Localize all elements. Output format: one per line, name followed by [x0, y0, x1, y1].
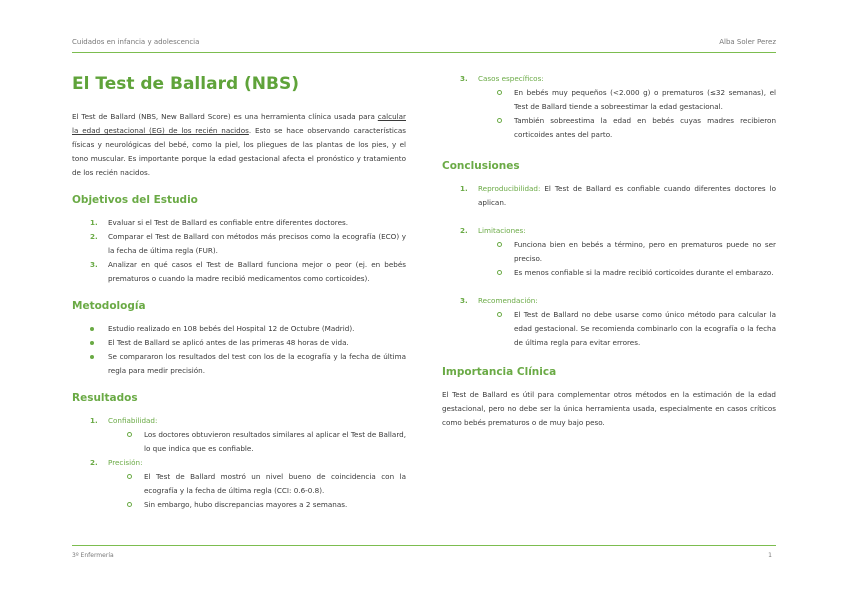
- conclusiones-heading: Conclusiones: [442, 160, 520, 172]
- intro-underlined: calcular la edad gestacional (EG) de los recién nacidos: [72, 112, 406, 135]
- header-right: Alba Soler Perez: [719, 38, 776, 46]
- list-item: [72, 456, 406, 512]
- page-number: 1: [768, 552, 772, 559]
- importancia-heading: Importancia Clínica: [442, 366, 557, 378]
- circle-bullet-icon: [497, 90, 502, 95]
- list-item: [442, 224, 776, 280]
- bullet-icon: [90, 355, 94, 359]
- list-item: [442, 294, 776, 350]
- item-text: Analizar en qué casos el Test de Ballard funciona mejor o peor (ej. en bebés prematuros o cuando la madre recibió medicamentos como corticoides).: [108, 260, 406, 283]
- list-item: [442, 72, 776, 142]
- sub-item: [478, 238, 776, 266]
- list-item: [442, 182, 776, 210]
- sub-text: En bebés muy pequeños (<2.000 g) o prematuros (≤32 semanas), el Test de Ballard tiende a sobreestimar la edad gestacional.: [514, 88, 776, 111]
- sub-item: [478, 114, 776, 142]
- sub-item: [478, 86, 776, 114]
- circle-bullet-icon: [127, 432, 132, 437]
- list-item: [72, 322, 406, 336]
- item-number: 1.: [90, 416, 98, 425]
- importancia-paragraph: El Test de Ballard es útil para complementar otros métodos en la estimación de la edad gestacional, pero no debe ser la única herramienta usada, especialmente en casos críticos como bebés prematuros o de muy bajo peso.: [442, 390, 776, 427]
- left-column: [72, 72, 406, 512]
- resultados-list-continued: [442, 72, 776, 142]
- item-label: Precisión:: [108, 458, 143, 467]
- sub-text: El Test de Ballard no debe usarse como único método para calcular la edad gestacional. Se recomienda combinarlo con la ecografía o la fecha de última regla para evitar errores.: [514, 310, 776, 347]
- item-number: 1.: [460, 184, 468, 193]
- header-left: Cuidados en infancia y adolescencia: [72, 38, 200, 46]
- list-item: [72, 258, 406, 286]
- list-item: [72, 414, 406, 456]
- item-number: 2.: [460, 226, 468, 235]
- item-text: El Test de Ballard es confiable cuando diferentes doctores lo aplican.: [478, 184, 776, 207]
- item-number: 3.: [460, 74, 468, 83]
- item-label: Reproducibilidad:: [478, 184, 541, 193]
- sub-item: [108, 428, 406, 456]
- item-text: Evaluar si el Test de Ballard es confiable entre diferentes doctores.: [108, 218, 349, 227]
- intro-paragraph: [72, 110, 406, 180]
- circle-bullet-icon: [497, 312, 502, 317]
- sub-text: También sobreestima la edad en bebés cuyas madres recibieron corticoides antes del parto.: [514, 116, 776, 139]
- circle-bullet-icon: [127, 502, 132, 507]
- item-text: Comparar el Test de Ballard con métodos más precisos como la ecografía (ECO) y la fecha de última regla (FUR).: [108, 232, 406, 255]
- list-item: [72, 216, 406, 230]
- list-item: [72, 350, 406, 378]
- metodologia-list: [72, 322, 406, 378]
- header-rule: [72, 52, 776, 53]
- item-number: 3.: [460, 296, 468, 305]
- item-text: Estudio realizado en 108 bebés del Hospital 12 de Octubre (Madrid).: [108, 324, 355, 333]
- sub-text: Sin embargo, hubo discrepancias mayores a 2 semanas.: [144, 500, 348, 509]
- circle-bullet-icon: [127, 474, 132, 479]
- item-number: 3.: [90, 260, 98, 269]
- item-label: Casos específicos:: [478, 74, 544, 83]
- intro-before: El Test de Ballard (NBS, New Ballard Score) es una herramienta clínica usada para: [72, 112, 378, 121]
- item-label: Confiabilidad:: [108, 416, 158, 425]
- item-label: Limitaciones:: [478, 226, 526, 235]
- objetivos-list: [72, 216, 406, 286]
- bullet-icon: [90, 341, 94, 345]
- sub-item: [478, 308, 776, 350]
- item-number: 1.: [90, 218, 98, 227]
- metodologia-heading: Metodología: [72, 300, 146, 312]
- bullet-icon: [90, 327, 94, 331]
- circle-bullet-icon: [497, 242, 502, 247]
- objetivos-heading: Objetivos del Estudio: [72, 194, 198, 206]
- circle-bullet-icon: [497, 118, 502, 123]
- right-column: [442, 72, 776, 430]
- sub-list: [108, 470, 406, 512]
- sub-list: [478, 86, 776, 142]
- footer-rule: [72, 545, 776, 546]
- sub-text: Funciona bien en bebés a término, pero en prematuros puede no ser preciso.: [514, 240, 776, 263]
- sub-item: [108, 498, 406, 512]
- page-title: El Test de Ballard (NBS): [72, 74, 300, 94]
- sub-list: [108, 428, 406, 456]
- resultados-heading: Resultados: [72, 392, 138, 404]
- sub-item: [108, 470, 406, 498]
- conclusiones-list: [442, 182, 776, 350]
- item-label: Recomendación:: [478, 296, 538, 305]
- intro-after: . Esto se hace observando características físicas y neurológicas del bebé, como la piel, los pliegues de las plantas de los pies, y el tono muscular. Es importante porque la edad gestacional afecta el pronóstico y tratamiento de los recién nacidos.: [72, 126, 406, 177]
- resultados-list: [72, 414, 406, 512]
- item-text: Se compararon los resultados del test con los de la ecografía y la fecha de última regla para medir precisión.: [108, 352, 406, 375]
- sub-text: Es menos confiable si la madre recibió corticoides durante el embarazo.: [514, 268, 774, 277]
- item-text: El Test de Ballard se aplicó antes de las primeras 48 horas de vida.: [108, 338, 349, 347]
- list-item: [72, 336, 406, 350]
- item-number: 2.: [90, 232, 98, 241]
- sub-list: [478, 238, 776, 280]
- list-item: [72, 230, 406, 258]
- sub-text: El Test de Ballard mostró un nivel bueno de coincidencia con la ecografía y la fecha de última regla (CCI: 0.6-0.8).: [144, 472, 406, 495]
- footer-left: 3º Enfermería: [72, 552, 114, 559]
- sub-item: [478, 266, 776, 280]
- item-number: 2.: [90, 458, 98, 467]
- sub-list: [478, 308, 776, 350]
- circle-bullet-icon: [497, 270, 502, 275]
- sub-text: Los doctores obtuvieron resultados similares al aplicar el Test de Ballard, lo que indica que es confiable.: [144, 430, 406, 453]
